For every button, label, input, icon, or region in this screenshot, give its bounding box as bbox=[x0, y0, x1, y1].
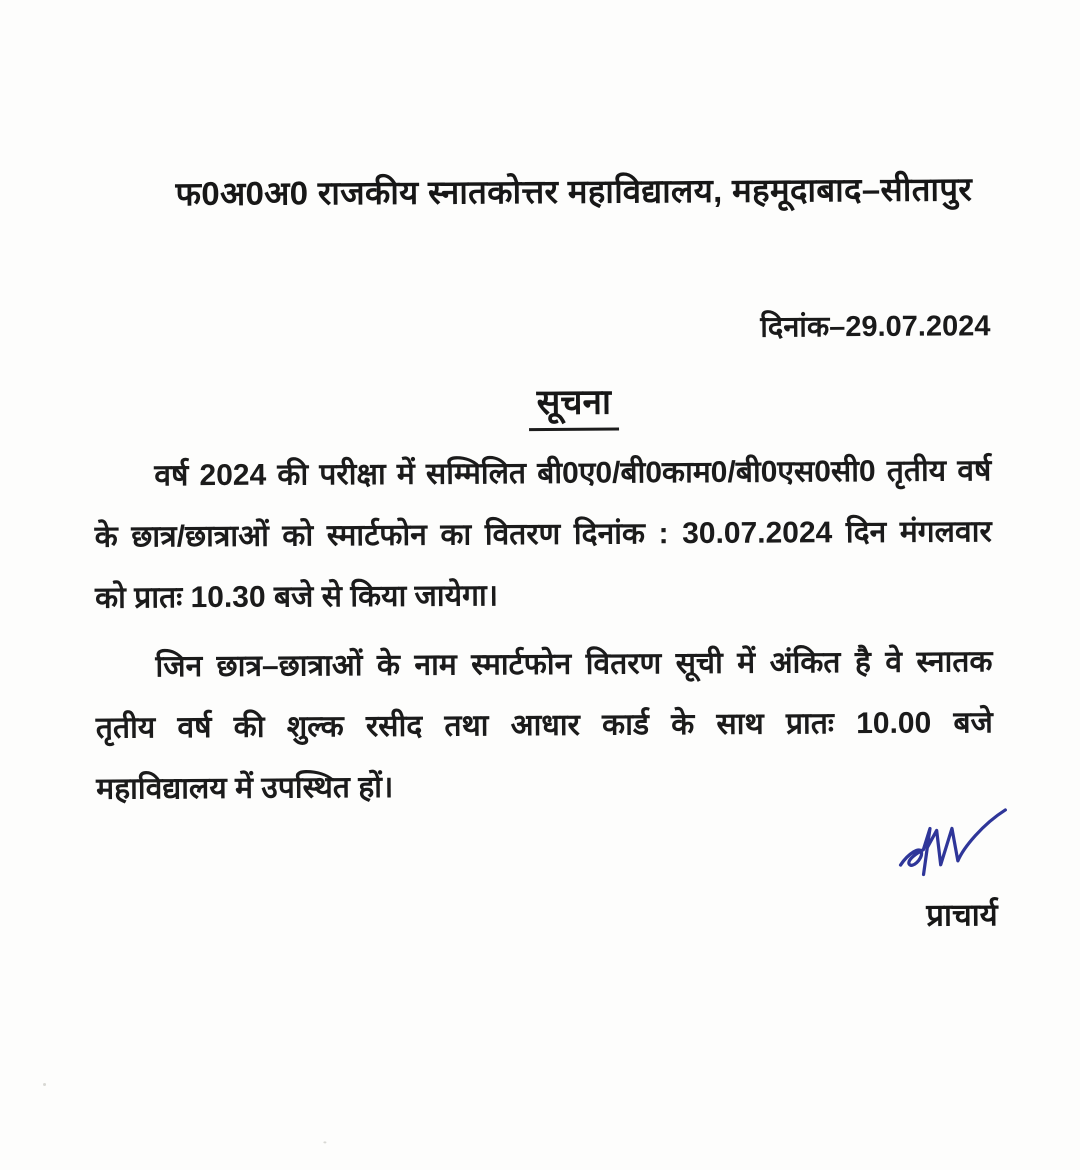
scan-speck bbox=[323, 1141, 326, 1143]
paragraph1-line2: के छात्र/छात्राओं को स्मार्टफोन का वितरण दिनांक : 30.07.2024 दिन मंगलवार bbox=[94, 515, 992, 554]
scan-speck bbox=[43, 1083, 46, 1086]
paragraph2-line3: महाविद्यालय में उपस्थित हों। bbox=[96, 770, 394, 806]
paragraph1-line3: को प्रातः 10.30 बजे से किया जायेगा। bbox=[94, 579, 499, 615]
college-name-header: फ0अ0अ0 राजकीय स्नातकोत्तर महाविद्यालय, महमूदाबाद–सीतापुर bbox=[175, 170, 973, 213]
paragraph2-line2: तृतीय वर्ष की शुल्क रसीद तथा आधार कार्ड के साथ प्रातः 10.00 बजे bbox=[95, 706, 993, 745]
notice-title-row bbox=[69, 375, 1079, 434]
notice-body bbox=[94, 440, 993, 819]
signature-block bbox=[881, 805, 1042, 936]
paragraph2-line1: जिन छात्र–छात्राओं के नाम स्मार्टफोन वितरण सूची में अंकित है वे स्नातक bbox=[155, 645, 993, 684]
notice-date: दिनांक–29.07.2024 bbox=[760, 310, 991, 344]
notice-title: सूचना bbox=[529, 378, 620, 432]
paragraph1-line1: वर्ष 2024 की परीक्षा में सम्मिलित बी0ए0/बी0काम0/बी0एस0सी0 तृतीय वर्ष bbox=[154, 454, 992, 493]
signatory-designation: प्राचार्य bbox=[926, 897, 998, 933]
handwritten-signature-icon bbox=[891, 805, 1032, 892]
